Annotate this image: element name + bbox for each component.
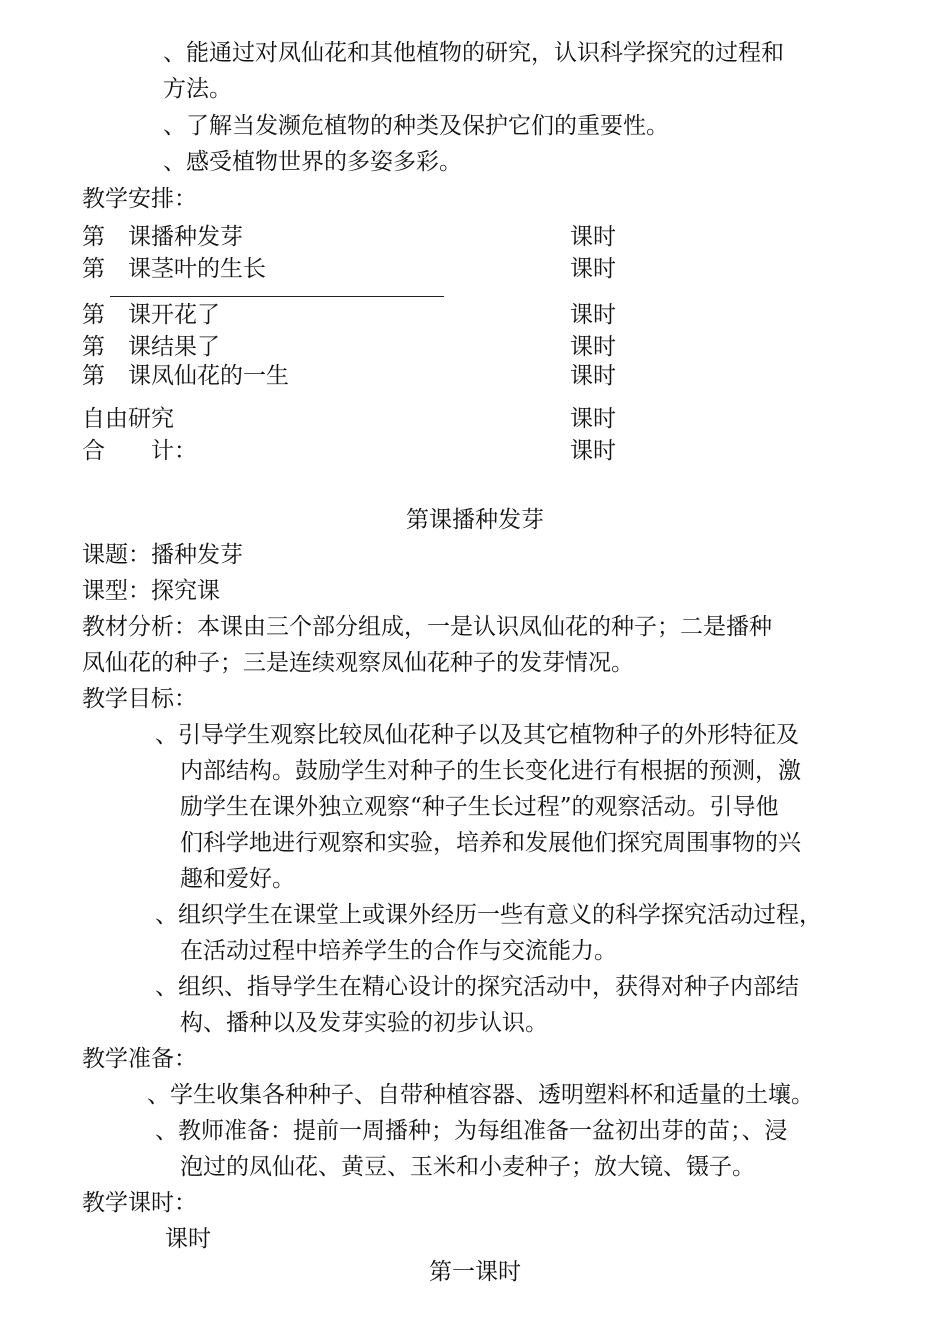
lesson-type: 课型：探究课 <box>82 578 220 604</box>
hours-heading: 教学课时： <box>82 1190 197 1216</box>
goal-line: 方法。 <box>163 76 232 102</box>
prep-heading: 教学准备： <box>82 1046 197 1072</box>
schedule-row-lesson: 第 课凤仙花的一生 <box>82 363 289 389</box>
schedule-heading: 教学安排： <box>82 186 197 212</box>
schedule-row-lesson: 第 课茎叶的生长 <box>82 256 266 282</box>
schedule-row-total: 合 计： <box>82 438 197 464</box>
schedule-row-hours: 课时 <box>570 406 616 432</box>
goal-item: 趣和爱好。 <box>180 866 295 892</box>
goal-item: 构、播种以及发芽实验的初步认识。 <box>180 1010 548 1036</box>
goal-item: 、组织学生在课堂上或课外经历一些有意义的科学探究活动过程， <box>155 902 822 928</box>
schedule-row-lesson: 第 课开花了 <box>82 302 220 328</box>
schedule-row-hours: 课时 <box>570 302 616 328</box>
schedule-row-hours: 课时 <box>570 334 616 360</box>
goal-item: 内部结构。鼓励学生对种子的生长变化进行有根据的预测，激 <box>180 758 801 784</box>
lesson-topic: 课题：播种发芽 <box>82 542 243 568</box>
goal-item: 们科学地进行观察和实验，培养和发展他们探究周围事物的兴 <box>180 830 801 856</box>
goal-item: 、引导学生观察比较凤仙花种子以及其它植物种子的外形特征及 <box>155 722 799 748</box>
period-title: 第一课时 <box>429 1259 521 1285</box>
divider-line <box>110 296 444 297</box>
goal-line: 、感受植物世界的多姿多彩。 <box>163 149 462 175</box>
lesson-title: 第课播种发芽 <box>406 507 544 533</box>
goal-item: 励学生在课外独立观察“种子生长过程”的观察活动。引导他 <box>180 794 779 820</box>
goal-line: 、了解当发濒危植物的种类及保护它们的重要性。 <box>163 113 669 139</box>
hours-value: 课时 <box>165 1226 211 1252</box>
prep-item: 、学生收集各种种子、自带种植容器、透明塑料杯和适量的土壤。 <box>147 1082 814 1108</box>
schedule-row-hours: 课时 <box>570 438 616 464</box>
goal-line: 、能通过对凤仙花和其他植物的研究，认识科学探究的过程和 <box>163 40 784 66</box>
schedule-row-lesson: 第 课播种发芽 <box>82 224 243 250</box>
schedule-row-hours: 课时 <box>570 363 616 389</box>
prep-item: 泡过的凤仙花、黄豆、玉米和小麦种子；放大镜、镊子。 <box>180 1154 755 1180</box>
schedule-row-hours: 课时 <box>570 256 616 282</box>
schedule-row-lesson: 自由研究 <box>82 406 174 432</box>
goals-heading: 教学目标： <box>82 686 197 712</box>
schedule-row-hours: 课时 <box>570 224 616 250</box>
schedule-row-lesson: 第 课结果了 <box>82 334 220 360</box>
analysis-line: 教材分析：本课由三个部分组成，一是认识凤仙花的种子；二是播种 <box>82 614 772 640</box>
goal-item: 、组织、指导学生在精心设计的探究活动中，获得对种子内部结 <box>155 974 799 1000</box>
prep-item: 、教师准备：提前一周播种；为每组准备一盆初出芽的苗；、浸 <box>155 1118 788 1144</box>
analysis-line: 凤仙花的种子；三是连续观察凤仙花种子的发芽情况。 <box>82 650 634 676</box>
goal-item: 在活动过程中培养学生的合作与交流能力。 <box>180 938 617 964</box>
